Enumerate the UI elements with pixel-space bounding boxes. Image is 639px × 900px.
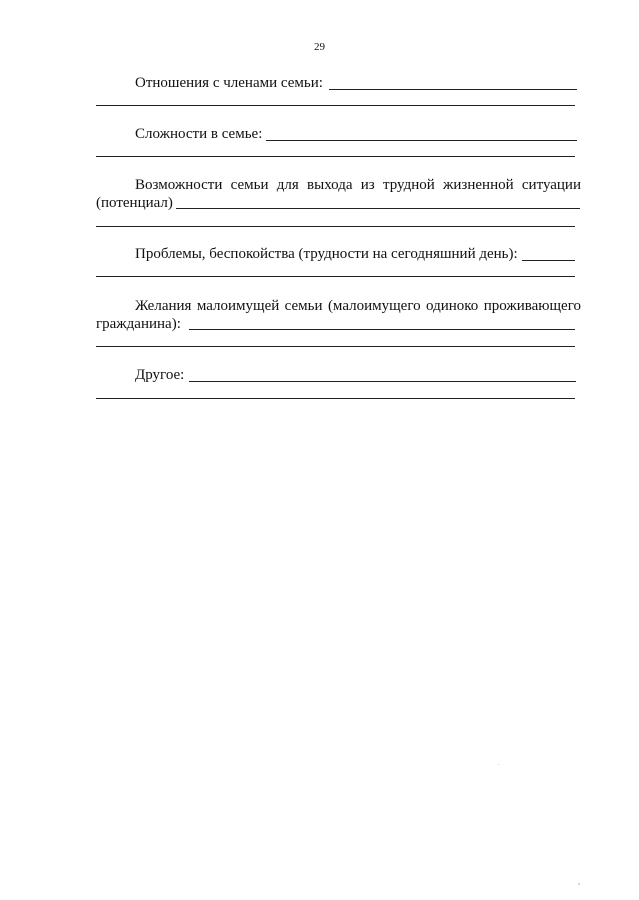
scan-artifact-dot — [578, 883, 580, 885]
problems-label: Проблемы, беспокойства (трудности на сегодняшний день): — [135, 246, 518, 262]
wishes-continuation-line[interactable] — [96, 346, 575, 347]
wishes-label-line2: гражданина): — [96, 316, 181, 332]
other-label: Другое: — [135, 367, 185, 383]
other-input-line[interactable] — [189, 381, 576, 382]
page-number: 29 — [314, 41, 325, 53]
other-continuation-line[interactable] — [96, 398, 575, 399]
problems-input-line[interactable] — [522, 260, 575, 261]
potential-continuation-line[interactable] — [96, 226, 575, 227]
potential-input-line[interactable] — [176, 208, 580, 209]
relations-continuation-line[interactable] — [96, 105, 575, 106]
relations-input-line[interactable] — [329, 89, 577, 90]
wishes-input-line[interactable] — [189, 329, 575, 330]
difficulties-continuation-line[interactable] — [96, 156, 575, 157]
wishes-label-line1: Желания малоимущей семьи (малоимущего одиноко проживающего — [135, 298, 581, 314]
problems-continuation-line[interactable] — [96, 276, 575, 277]
difficulties-input-line[interactable] — [266, 140, 577, 141]
potential-label-line1: Возможности семьи для выхода из трудной жизненной ситуации — [135, 177, 581, 193]
potential-label-line2: (потенциал) — [96, 195, 173, 211]
difficulties-label: Сложности в семье: — [135, 126, 263, 142]
scan-artifact-dot — [498, 764, 499, 765]
relations-label: Отношения с членами семьи: — [135, 75, 323, 91]
